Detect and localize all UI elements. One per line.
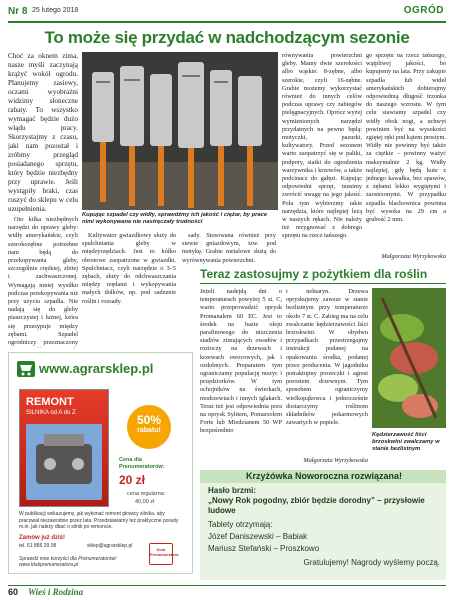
peach-leaf-image xyxy=(372,288,446,428)
article-body-5: go sprzętu na rzecz tańszego, wątpliwej jakości, bo kupujemy na lata. Przy zakupie szpadla lub wideł amerykańskich dobierajmy odpowiednią długość trzonka do naszego wzrostu. W tym celu stawiamy szpadel czy widły obok nogi, a uchwyt powinien być na wysokości zgiętej ręki pod kątem prostym. Widły nie powinny być także za ciężkie – powinny ważyć maksymalnie 2 kg. Widły najlepiej, gdy będą kute z jednego kawałka, bez spawów, z zębami lekko wygiętymi i zaostrzonymi. W przypadku szpadla blachownica powinna być wysoka na 29 cm a grubość 2 mm. xyxy=(366,52,446,224)
shopping-cart-icon xyxy=(17,361,35,377)
issue-number: Nr 8 xyxy=(8,6,28,17)
footer-rule xyxy=(8,585,446,586)
book-title: REMONT xyxy=(26,396,74,408)
article-title: To może się przydać w nadchodzącym sezonie xyxy=(44,28,410,47)
congrats-text: Gratulujemy! Nagrody wyślemy począ. xyxy=(303,558,440,567)
section-name: OGRÓD xyxy=(403,5,444,16)
article-lead: Choć za oknem zima, nasze myśli zaczynają krążyć wokół ogrodu. Planujemy zasiewy, oczami wyobraźni widzimy słoneczne rabaty. To wszystko wymagać będzie dużo włądu pracy. Skorzystajmy z czasu, jaki nam pozostał i zróbmy przegląd posiadanego sprzętu, który będzie niezbędny przy uprawie. Jeśli wystąpiły braki, czas ruszyć do sklepu w celu uzupełnienia. xyxy=(8,52,78,213)
discount-badge xyxy=(127,405,171,449)
article2-column-2 xyxy=(286,288,368,456)
crossword-heading: Krzyżówka Noworoczna rozwiązana! xyxy=(245,471,403,481)
password-text: „Nowy Rok pogodny, zbiór będzie dorodny” – przysłowie ludowe xyxy=(208,496,425,515)
article2-column-1 xyxy=(200,288,282,466)
article-column-2 xyxy=(82,232,176,348)
article-body-4: równywania powierzchni gleby. Mamy dwie szerokości albo wąskie: 8-zębne, albo szerokie, czyli 16-zębne. Grabie możemy wykorzystać również do innych celów podczas uprawy czy zabiegów pielęgnacyjnych. Oprócz wyżej wymienionych narzędzi przydatnych na pewno będą: motyczki, pazurki, kultywatory. Przed sezonem warto zaopatrzyć się w paliki, podpory, siatki do ogrodzenia warzywnika i krzewów, a także podcinacz do gałęzi. Kupując odpowiedni sprzęt, musimy zwrócić uwagę na jego jakość. Pola tym wybierzmy takie narzędzia, które najlepiej leżą w naszych rękach. Nie należy też rezygnować z dobrego sprzętu na rzecz tańszego. xyxy=(282,52,362,240)
regular-price: 40,00 zł xyxy=(135,499,155,505)
issue-date: 25 lutego 2018 xyxy=(32,7,79,14)
peach-leaf-caption: Kędzierzawość liści brzoskwini zwalczamy w stanie bezlistnym xyxy=(372,432,440,452)
shop-advertisement[interactable] xyxy=(8,352,193,574)
article-column-5 xyxy=(366,52,446,252)
order-now[interactable]: Zamów już dziś! xyxy=(19,535,66,541)
price-label: Cena dla Prenumeratorów: xyxy=(119,457,165,470)
article2-body-2: i nektaryn. Drzewa opryskujemy zawsze w stanie bezlistnym przy temperaturze około 7 st. C. Zabieg ma na celu zwalczanie kędzierzawości liści brzoskwini. W obydwu przypadkach przestrzegajmy instrukcji podanej na opakowaniu środka, podanej przez producenta. W jagodniku potraktujmy porzeczki i agrest porostem drzewnym. Tym sposobem ograniczymy wielkopąkowca i jednocześnie dostarczymy roślinom składników pokarmowych zawartych w popiele. xyxy=(286,288,368,427)
article-body: Oto kilka niezbędnych narzędzi do uprawy gleby: widły amerykańskie, czyli szerokozębne potrzebne nam będą do przekopywania gleby, szczególnie ciężkiej, zbitej i zachwaszczonej. Wymagają mniej wysiłku podczas przekopywania niż przy użyciu szpadla. Nie nadają się do gleby piaszczystej i lużnej, która się przesypuje między zębami. Szpadel ogrodniczy przeznaczony xyxy=(8,216,78,347)
article-column-4 xyxy=(282,52,362,264)
magazine-name: Wieś i Rodzina xyxy=(28,587,84,597)
regular-price-label: cena regularna: xyxy=(127,491,166,497)
article2-body-1: Jeżeli nadejdą dni o temperaturach powyżej 5 st. C, warto przeprowadzić oprysk Promanalem 60 EC. Jest to środek na bazie oleju parafinowego do niszczenia stadiów zimujących owadów i roztoczy na drzewach i krzewach owocowych, jak i ozdobnych. Preparatem tym ograniczamy populację mszyc i przędziorków. W tym ochojników na świerkach, modrzewiach i innych iglakach. Teraz też jest odpowiednia pora na oprysk Sylitem, Pomarsolem Forte lub Miedzianem 50 WP bezpośrednio xyxy=(200,288,282,435)
article-body-3: sady. Stosowana również przy siewie gniazdowym, tzw. pod motykę. Grabie metalowe służą do wyrównywania powierzchni. xyxy=(182,232,276,264)
article-body-2: Kultywator gwiazdkowy służy do spulchniania gleby w międzyrzędziach. Jest to kółko obrotowe zaopatrzone w gwiazdki. Spulchniacz, czyli narzędzie o 3–5 zębach, służy do odchwaszczania między rzędami i wykopywania małych dołków, np. pod sadzenie roślin i rozsady. xyxy=(82,232,176,305)
book-subtitle: SILNIKA od A do Z xyxy=(26,410,76,416)
peach-leaf-photo xyxy=(372,288,446,428)
article-column-1 xyxy=(8,52,78,348)
page-number: 60 xyxy=(8,587,19,597)
discount-value: 50% xyxy=(136,413,162,427)
shop-url-link[interactable]: www.agrarsklep.pl xyxy=(39,361,154,376)
winner-2: Mariusz Stefański – Proszkowo xyxy=(208,544,320,553)
article2-rule xyxy=(200,283,446,284)
subscriber-club-logo: Klub Prenumeratora xyxy=(149,543,173,565)
garden-tools-image xyxy=(82,52,278,210)
discount-label: rabatu! xyxy=(137,427,161,434)
book-cover xyxy=(19,389,109,507)
ad-email[interactable]: sklep@agrarsklep.pl xyxy=(87,543,133,549)
ad-description: W publikacji wskazujemy, jak wykonać remont głowicy silnika, aby pracował niezawodnie przez lata. Przedstawiamy też praktyczne porady m.in. jak należy dbać o silnik po remoncie. xyxy=(19,511,179,530)
password-label: Hasło brzmi: xyxy=(208,486,257,495)
page-header xyxy=(0,0,454,24)
ad-phone[interactable]: tel. 61 886 29 08 xyxy=(19,543,57,549)
tools-photo xyxy=(82,52,278,210)
ad-site-note[interactable]: Sprawdź inne korzyści dla Prenumeratorów! www.klubprenumeratora.pl xyxy=(19,556,117,568)
winner-1: Józef Daniszewski – Babiak xyxy=(208,532,308,541)
crossword-results-box xyxy=(200,470,446,580)
article-column-3 xyxy=(182,232,276,266)
article2-title: Teraz zastosujmy z pożytkiem dla roślin xyxy=(200,267,428,281)
header-rule xyxy=(8,21,446,23)
tools-photo-caption: Kupując szpadel czy widły, sprawdźmy ich jakość i ciężar, by prace nimi wykonywane nie nastręczały trudności xyxy=(82,212,268,225)
article-signature: Małgorzata Wyrzykowska xyxy=(381,253,446,260)
winners-label: Tablety otrzymają: xyxy=(208,520,273,529)
subscriber-price: 20 zł xyxy=(119,473,146,487)
engine-image xyxy=(26,424,102,500)
article2-signature: Małgorzata Wyrzykowska xyxy=(303,457,368,464)
